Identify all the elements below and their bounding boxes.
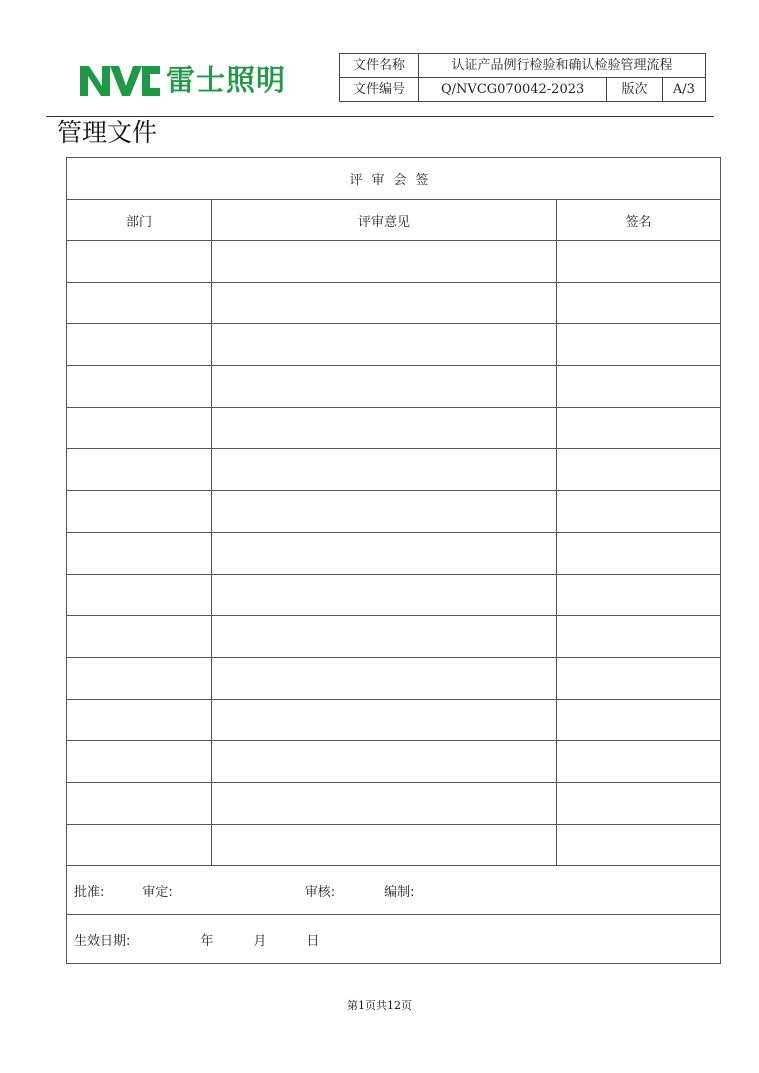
table-row xyxy=(67,407,721,449)
opinion-cell xyxy=(212,282,557,324)
signature-cell xyxy=(557,616,721,658)
department-cell xyxy=(67,616,212,658)
department-cell xyxy=(67,241,212,283)
signature-cell xyxy=(557,824,721,866)
signature-cell xyxy=(557,324,721,366)
version-value: A/3 xyxy=(662,78,705,102)
signature-cell xyxy=(557,532,721,574)
department-cell xyxy=(67,366,212,408)
opinion-cell xyxy=(212,699,557,741)
approve-label: 批准: xyxy=(74,884,105,900)
opinion-cell xyxy=(212,782,557,824)
signature-cell xyxy=(557,741,721,783)
table-row xyxy=(67,741,721,783)
signature-cell xyxy=(557,782,721,824)
month-label: 月 xyxy=(253,933,267,949)
column-header-opinion: 评审意见 xyxy=(212,200,557,241)
table-row xyxy=(67,324,721,366)
opinion-cell xyxy=(212,616,557,658)
column-header-department: 部门 xyxy=(67,200,212,241)
document-type-title: 管理文件 xyxy=(57,118,158,147)
table-row xyxy=(67,366,721,408)
opinion-cell xyxy=(212,491,557,533)
effective-date-label: 生效日期: xyxy=(74,933,131,949)
page-number: 第1页共12页 xyxy=(347,999,412,1012)
table-row xyxy=(67,574,721,616)
year-label: 年 xyxy=(200,933,214,949)
table-row xyxy=(67,532,721,574)
opinion-cell xyxy=(212,241,557,283)
day-label: 日 xyxy=(306,933,320,949)
department-cell xyxy=(67,699,212,741)
opinion-cell xyxy=(212,824,557,866)
approval-row xyxy=(67,866,721,915)
department-cell xyxy=(67,407,212,449)
department-cell xyxy=(67,449,212,491)
table-row xyxy=(67,824,721,866)
table-row xyxy=(67,241,721,283)
opinion-cell xyxy=(212,407,557,449)
signature-cell xyxy=(557,657,721,699)
department-cell xyxy=(67,282,212,324)
opinion-cell xyxy=(212,324,557,366)
signature-cell xyxy=(557,407,721,449)
table-row xyxy=(67,657,721,699)
review-signoff-table xyxy=(66,157,721,964)
file-name-value: 认证产品例行检验和确认检验管理流程 xyxy=(419,54,706,78)
table-row xyxy=(67,616,721,658)
table-row xyxy=(67,782,721,824)
department-cell xyxy=(67,574,212,616)
department-cell xyxy=(67,657,212,699)
department-cell xyxy=(67,741,212,783)
signature-cell xyxy=(557,282,721,324)
opinion-cell xyxy=(212,449,557,491)
brand-name: 雷士照明 xyxy=(166,63,287,97)
version-label: 版次 xyxy=(607,78,662,102)
department-cell xyxy=(67,782,212,824)
table-row xyxy=(67,491,721,533)
check-label: 审定: xyxy=(142,884,173,900)
document-meta-table xyxy=(339,53,706,102)
department-cell xyxy=(67,491,212,533)
signature-cell xyxy=(557,241,721,283)
review-table-title: 评审会签 xyxy=(67,158,721,200)
signature-cell xyxy=(557,699,721,741)
signature-cell xyxy=(557,574,721,616)
signature-cell xyxy=(557,449,721,491)
column-header-signature: 签名 xyxy=(557,200,721,241)
opinion-cell xyxy=(212,657,557,699)
file-name-label: 文件名称 xyxy=(340,54,419,78)
opinion-cell xyxy=(212,366,557,408)
opinion-cell xyxy=(212,741,557,783)
file-code-label: 文件编号 xyxy=(340,78,419,102)
department-cell xyxy=(67,532,212,574)
compile-label: 编制: xyxy=(384,884,415,900)
department-cell xyxy=(67,824,212,866)
signature-cell xyxy=(557,491,721,533)
table-row xyxy=(67,282,721,324)
department-cell xyxy=(67,324,212,366)
opinion-cell xyxy=(212,532,557,574)
review-label: 审核: xyxy=(304,884,336,900)
table-row xyxy=(67,699,721,741)
file-code-value: Q/NVCG070042-2023 xyxy=(419,78,607,102)
effective-date-row xyxy=(67,915,721,964)
signature-cell xyxy=(557,366,721,408)
opinion-cell xyxy=(212,574,557,616)
table-row xyxy=(67,449,721,491)
